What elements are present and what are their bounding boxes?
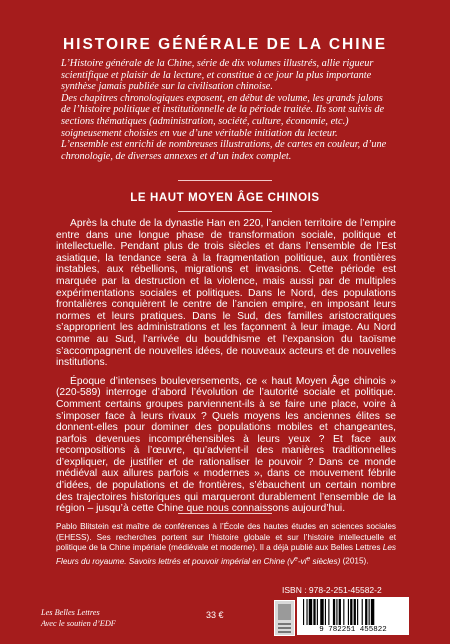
author-bio	[56, 522, 396, 567]
barcode-bars-icon	[303, 599, 403, 625]
barcode-bar	[336, 599, 337, 625]
barcode-bar	[320, 599, 323, 625]
isbn: ISBN : 978-2-251-45582-2	[282, 585, 382, 595]
barcode-bar	[325, 599, 326, 625]
intro-paragraph: L’ensemble est enrichi de nombreuses illustrations, de cartes en couleur, d’une chronologie, de diverses annexes et d’un index complet.	[61, 139, 387, 162]
publisher-logo-icon	[274, 600, 295, 636]
price: 33 €	[206, 610, 224, 620]
book-summary	[56, 218, 396, 522]
summary-paragraph: Époque d’intenses bouleversements, ce « haut Moyen Âge chinois » (220-589) interroge d’abord l’évolution de l’autorité sociale et politique. Comment certains groupes parviennent-ils à se faire une place, voire à s’imposer face à leurs rivaux ? Quels moyens les anciennes élites se donnent-elles pour dominer des populations mobiles et changeantes, parfois devenues incompréhensibles à leurs yeux ? Et face aux recompositions à l’œuvre, qu’advient-il des manières traditionnelles d’expliquer, de justifier et de rationaliser le pouvoir ? Dans ce monde médiéval aux allures parfois « modernes », dans ce mouvement fébrile d’idées, de populations et de frontières, s’ébauchent un certain nombre des trajectoires historiques qui marqueront durablement l’ensemble de la région – jusqu’à cette Chine que nous connaissons aujourd’hui.	[56, 375, 396, 515]
barcode-bar	[371, 599, 374, 625]
author-book-title-mid: -vi	[297, 556, 307, 566]
barcode-bar	[365, 599, 367, 625]
barcode-bar	[333, 599, 335, 625]
barcode-bar	[343, 599, 344, 625]
divider-top	[178, 180, 272, 181]
barcode-bar	[339, 599, 341, 625]
barcode-bar	[354, 599, 356, 625]
barcode-bar	[362, 599, 363, 625]
summary-paragraph: Après la chute de la dynastie Han en 220, l’ancien territoire de l’empire entre dans une longue phase de transformation sociale, politique et intellectuelle. Pendant plus de trois siècles et dans l’ensemble de l’Est asiatique, la tendance sera à la fragmentation politique, aux frontières instables, aux rébellions, migrations et invasions. Cette période est marquée par la destruction et la violence, mais aussi par de multiples expérimentations sociales et politiques. Dans le Nord, des populations frontalières conquièrent le centre de l’ancien empire, en imposant leurs normes et leurs pratiques. Dans le Sud, des familles aristocratiques s’approprient les administrations et les façonnent à leur image. Au Nord comme au Sud, l’arrivée du bouddhisme et l’expansion du taoïsme s’accompagnent de nouvelles idées, de nouveaux acteurs et de nouvelles institutions.	[56, 218, 396, 369]
barcode-bar	[313, 599, 315, 625]
superscript: e	[294, 554, 298, 562]
author-bio-text: Pablo Blitstein est maître de conférences à l’École des hautes études en sciences sociales (EHESS). Ses recherches portent sur l’histoire globale et sur l’histoire intellectuelle et politique de la Chine impériale (médiévale et moderne). Il a déjà publié aux Belles Lettres	[56, 522, 396, 553]
superscript: e	[306, 554, 311, 562]
publisher-name: Les Belles Lettres	[41, 608, 100, 617]
barcode-bar	[317, 599, 318, 625]
divider-title	[178, 211, 272, 212]
barcode	[297, 597, 409, 635]
barcode-number: 9 782251 455822	[319, 626, 387, 634]
author-book-year: (2015).	[340, 556, 369, 566]
barcode-bar	[357, 599, 358, 625]
author-book-title-end: siècles)	[310, 556, 341, 566]
sponsor-line: Avec le soutien d’EDF	[41, 618, 116, 628]
publisher-info	[41, 608, 116, 629]
barcode-bar	[309, 599, 312, 625]
series-title: HISTOIRE GÉNÉRALE DE LA CHINE	[62, 36, 388, 53]
barcode-bar	[306, 599, 307, 625]
barcode-bar	[348, 599, 349, 625]
barcode-bar	[369, 599, 370, 625]
series-description	[61, 58, 391, 162]
intro-paragraph: Des chapitres chronologiques exposent, en début de volume, les grands jalons de l’histoire politique et institutionnelle de la période traitée. Ils sont suivis de sections thématiques (administration, société, culture, économie, etc.) soigneusement choisies en vue d’une véritable initiation du lecteur.	[61, 92, 385, 139]
book-title: LE HAUT MOYEN ÂGE CHINOIS	[130, 192, 320, 204]
barcode-bar	[303, 599, 304, 625]
intro-paragraph: L’Histoire générale de la Chine, série de dix volumes illustrés, allie rigueur scientifique et plaisir de la lecture, et constitue à ce jour la plus importante synthèse jamais publiée sur la civilisation chinoise.	[61, 58, 374, 93]
barcode-bar	[350, 599, 352, 625]
divider-author	[178, 513, 272, 514]
author-book-title: Les Fleurs du royaume. Savoirs lettrés et pouvoir impérial en Chine (v	[56, 543, 396, 566]
barcode-bar	[328, 599, 329, 625]
